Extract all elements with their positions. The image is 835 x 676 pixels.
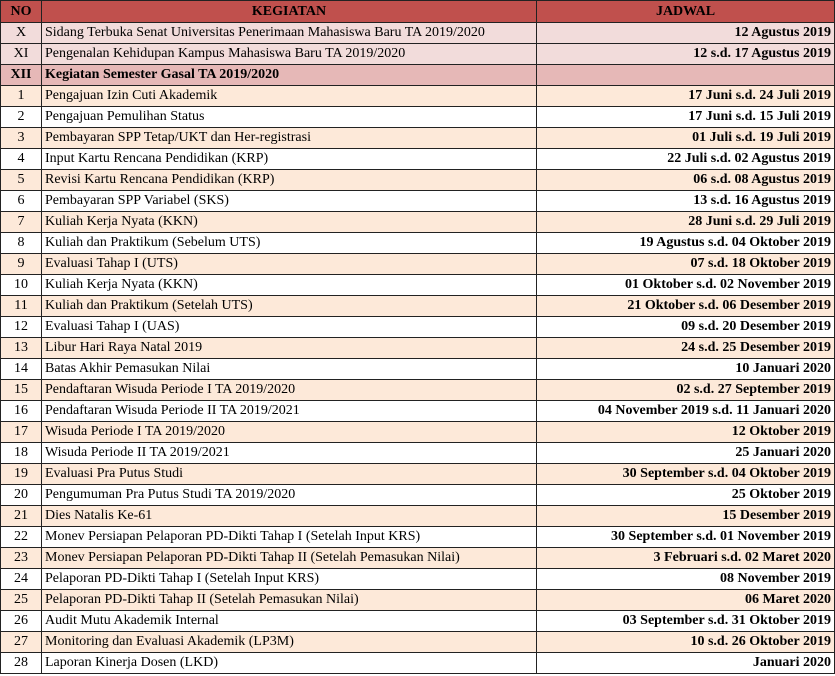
- cell-jadwal: 07 s.d. 18 Oktober 2019: [537, 254, 835, 275]
- cell-kegiatan: Wisuda Periode II TA 2019/2021: [42, 443, 537, 464]
- cell-kegiatan: Revisi Kartu Rencana Pendidikan (KRP): [42, 170, 537, 191]
- cell-jadwal: 28 Juni s.d. 29 Juli 2019: [537, 212, 835, 233]
- cell-jadwal: 06 Maret 2020: [537, 590, 835, 611]
- cell-jadwal: 22 Juli s.d. 02 Agustus 2019: [537, 149, 835, 170]
- table-row: [1, 611, 835, 632]
- table-row: [1, 254, 835, 275]
- cell-jadwal: 25 Januari 2020: [537, 443, 835, 464]
- cell-kegiatan: Pendaftaran Wisuda Periode II TA 2019/2021: [42, 401, 537, 422]
- cell-kegiatan: Sidang Terbuka Senat Universitas Penerimaan Mahasiswa Baru TA 2019/2020: [42, 23, 537, 44]
- header-row: [1, 1, 835, 23]
- section-jadwal: [537, 65, 835, 86]
- cell-no: 24: [1, 569, 42, 590]
- cell-jadwal: 13 s.d. 16 Agustus 2019: [537, 191, 835, 212]
- cell-no: 28: [1, 653, 42, 674]
- cell-kegiatan: Monitoring dan Evaluasi Akademik (LP3M): [42, 632, 537, 653]
- table-row: [1, 212, 835, 233]
- cell-jadwal: 12 s.d. 17 Agustus 2019: [537, 44, 835, 65]
- cell-kegiatan: Pelaporan PD-Dikti Tahap I (Setelah Input KRS): [42, 569, 537, 590]
- cell-jadwal: 06 s.d. 08 Agustus 2019: [537, 170, 835, 191]
- cell-jadwal: 30 September s.d. 04 Oktober 2019: [537, 464, 835, 485]
- cell-no: 25: [1, 590, 42, 611]
- table-row: [1, 191, 835, 212]
- cell-jadwal: 25 Oktober 2019: [537, 485, 835, 506]
- section-row: [1, 65, 835, 86]
- cell-no: 26: [1, 611, 42, 632]
- cell-jadwal: 21 Oktober s.d. 06 Desember 2019: [537, 296, 835, 317]
- cell-no: 11: [1, 296, 42, 317]
- table-row: [1, 422, 835, 443]
- cell-kegiatan: Pengenalan Kehidupan Kampus Mahasiswa Baru TA 2019/2020: [42, 44, 537, 65]
- header-kegiatan: KEGIATAN: [42, 1, 537, 23]
- cell-jadwal: 10 s.d. 26 Oktober 2019: [537, 632, 835, 653]
- cell-no: 9: [1, 254, 42, 275]
- cell-jadwal: 12 Oktober 2019: [537, 422, 835, 443]
- table-row: [1, 548, 835, 569]
- table-row: [1, 380, 835, 401]
- table-body: [1, 23, 835, 674]
- cell-jadwal: 24 s.d. 25 Desember 2019: [537, 338, 835, 359]
- cell-jadwal: 19 Agustus s.d. 04 Oktober 2019: [537, 233, 835, 254]
- cell-no: 10: [1, 275, 42, 296]
- cell-no: 20: [1, 485, 42, 506]
- table-row: [1, 632, 835, 653]
- cell-kegiatan: Audit Mutu Akademik Internal: [42, 611, 537, 632]
- table-row: [1, 338, 835, 359]
- cell-jadwal: 03 September s.d. 31 Oktober 2019: [537, 611, 835, 632]
- cell-kegiatan: Kuliah Kerja Nyata (KKN): [42, 275, 537, 296]
- cell-kegiatan: Laporan Kinerja Dosen (LKD): [42, 653, 537, 674]
- section-no: XII: [1, 65, 42, 86]
- table-row: [1, 23, 835, 44]
- cell-jadwal: 3 Februari s.d. 02 Maret 2020: [537, 548, 835, 569]
- cell-kegiatan: Wisuda Periode I TA 2019/2020: [42, 422, 537, 443]
- table-row: [1, 485, 835, 506]
- cell-no: 14: [1, 359, 42, 380]
- cell-kegiatan: Pengajuan Pemulihan Status: [42, 107, 537, 128]
- table-row: [1, 401, 835, 422]
- cell-no: 15: [1, 380, 42, 401]
- cell-jadwal: 01 Oktober s.d. 02 November 2019: [537, 275, 835, 296]
- cell-no: 18: [1, 443, 42, 464]
- cell-jadwal: 15 Desember 2019: [537, 506, 835, 527]
- cell-no: 13: [1, 338, 42, 359]
- cell-kegiatan: Pengajuan Izin Cuti Akademik: [42, 86, 537, 107]
- cell-jadwal: 04 November 2019 s.d. 11 Januari 2020: [537, 401, 835, 422]
- table-row: [1, 527, 835, 548]
- cell-no: 4: [1, 149, 42, 170]
- cell-kegiatan: Pembayaran SPP Variabel (SKS): [42, 191, 537, 212]
- cell-kegiatan: Monev Persiapan Pelaporan PD-Dikti Tahap II (Setelah Pemasukan Nilai): [42, 548, 537, 569]
- table-row: [1, 359, 835, 380]
- header-jadwal: JADWAL: [537, 1, 835, 23]
- cell-jadwal: 01 Juli s.d. 19 Juli 2019: [537, 128, 835, 149]
- cell-kegiatan: Input Kartu Rencana Pendidikan (KRP): [42, 149, 537, 170]
- cell-no: 3: [1, 128, 42, 149]
- table-row: [1, 464, 835, 485]
- cell-no: 1: [1, 86, 42, 107]
- cell-no: 2: [1, 107, 42, 128]
- cell-no: 8: [1, 233, 42, 254]
- cell-kegiatan: Evaluasi Tahap I (UAS): [42, 317, 537, 338]
- cell-kegiatan: Pengumuman Pra Putus Studi TA 2019/2020: [42, 485, 537, 506]
- cell-no: 21: [1, 506, 42, 527]
- table-row: [1, 506, 835, 527]
- table-row: [1, 107, 835, 128]
- cell-no: 17: [1, 422, 42, 443]
- cell-kegiatan: Pembayaran SPP Tetap/UKT dan Her-registrasi: [42, 128, 537, 149]
- cell-jadwal: 17 Juni s.d. 24 Juli 2019: [537, 86, 835, 107]
- cell-jadwal: 30 September s.d. 01 November 2019: [537, 527, 835, 548]
- cell-no: 16: [1, 401, 42, 422]
- cell-kegiatan: Kuliah dan Praktikum (Setelah UTS): [42, 296, 537, 317]
- cell-no: XI: [1, 44, 42, 65]
- cell-kegiatan: Evaluasi Tahap I (UTS): [42, 254, 537, 275]
- cell-no: 27: [1, 632, 42, 653]
- cell-no: 19: [1, 464, 42, 485]
- cell-no: X: [1, 23, 42, 44]
- table-row: [1, 296, 835, 317]
- cell-jadwal: Januari 2020: [537, 653, 835, 674]
- section-title: Kegiatan Semester Gasal TA 2019/2020: [42, 65, 537, 86]
- cell-jadwal: 17 Juni s.d. 15 Juli 2019: [537, 107, 835, 128]
- table-row: [1, 443, 835, 464]
- table-row: [1, 590, 835, 611]
- cell-kegiatan: Batas Akhir Pemasukan Nilai: [42, 359, 537, 380]
- table-row: [1, 317, 835, 338]
- cell-kegiatan: Kuliah dan Praktikum (Sebelum UTS): [42, 233, 537, 254]
- table-row: [1, 128, 835, 149]
- table-row: [1, 44, 835, 65]
- cell-kegiatan: Evaluasi Pra Putus Studi: [42, 464, 537, 485]
- table-row: [1, 233, 835, 254]
- header-no: NO: [1, 1, 42, 23]
- cell-jadwal: 10 Januari 2020: [537, 359, 835, 380]
- cell-jadwal: 02 s.d. 27 September 2019: [537, 380, 835, 401]
- table-row: [1, 653, 835, 674]
- cell-jadwal: 08 November 2019: [537, 569, 835, 590]
- table-row: [1, 149, 835, 170]
- cell-jadwal: 09 s.d. 20 Desember 2019: [537, 317, 835, 338]
- cell-jadwal: 12 Agustus 2019: [537, 23, 835, 44]
- cell-kegiatan: Libur Hari Raya Natal 2019: [42, 338, 537, 359]
- cell-kegiatan: Pelaporan PD-Dikti Tahap II (Setelah Pemasukan Nilai): [42, 590, 537, 611]
- cell-kegiatan: Monev Persiapan Pelaporan PD-Dikti Tahap I (Setelah Input KRS): [42, 527, 537, 548]
- cell-no: 23: [1, 548, 42, 569]
- table-row: [1, 86, 835, 107]
- cell-no: 12: [1, 317, 42, 338]
- table-row: [1, 569, 835, 590]
- table-row: [1, 275, 835, 296]
- cell-no: 6: [1, 191, 42, 212]
- cell-no: 22: [1, 527, 42, 548]
- table-row: [1, 170, 835, 191]
- cell-no: 7: [1, 212, 42, 233]
- cell-kegiatan: Kuliah Kerja Nyata (KKN): [42, 212, 537, 233]
- cell-kegiatan: Pendaftaran Wisuda Periode I TA 2019/2020: [42, 380, 537, 401]
- cell-kegiatan: Dies Natalis Ke-61: [42, 506, 537, 527]
- cell-no: 5: [1, 170, 42, 191]
